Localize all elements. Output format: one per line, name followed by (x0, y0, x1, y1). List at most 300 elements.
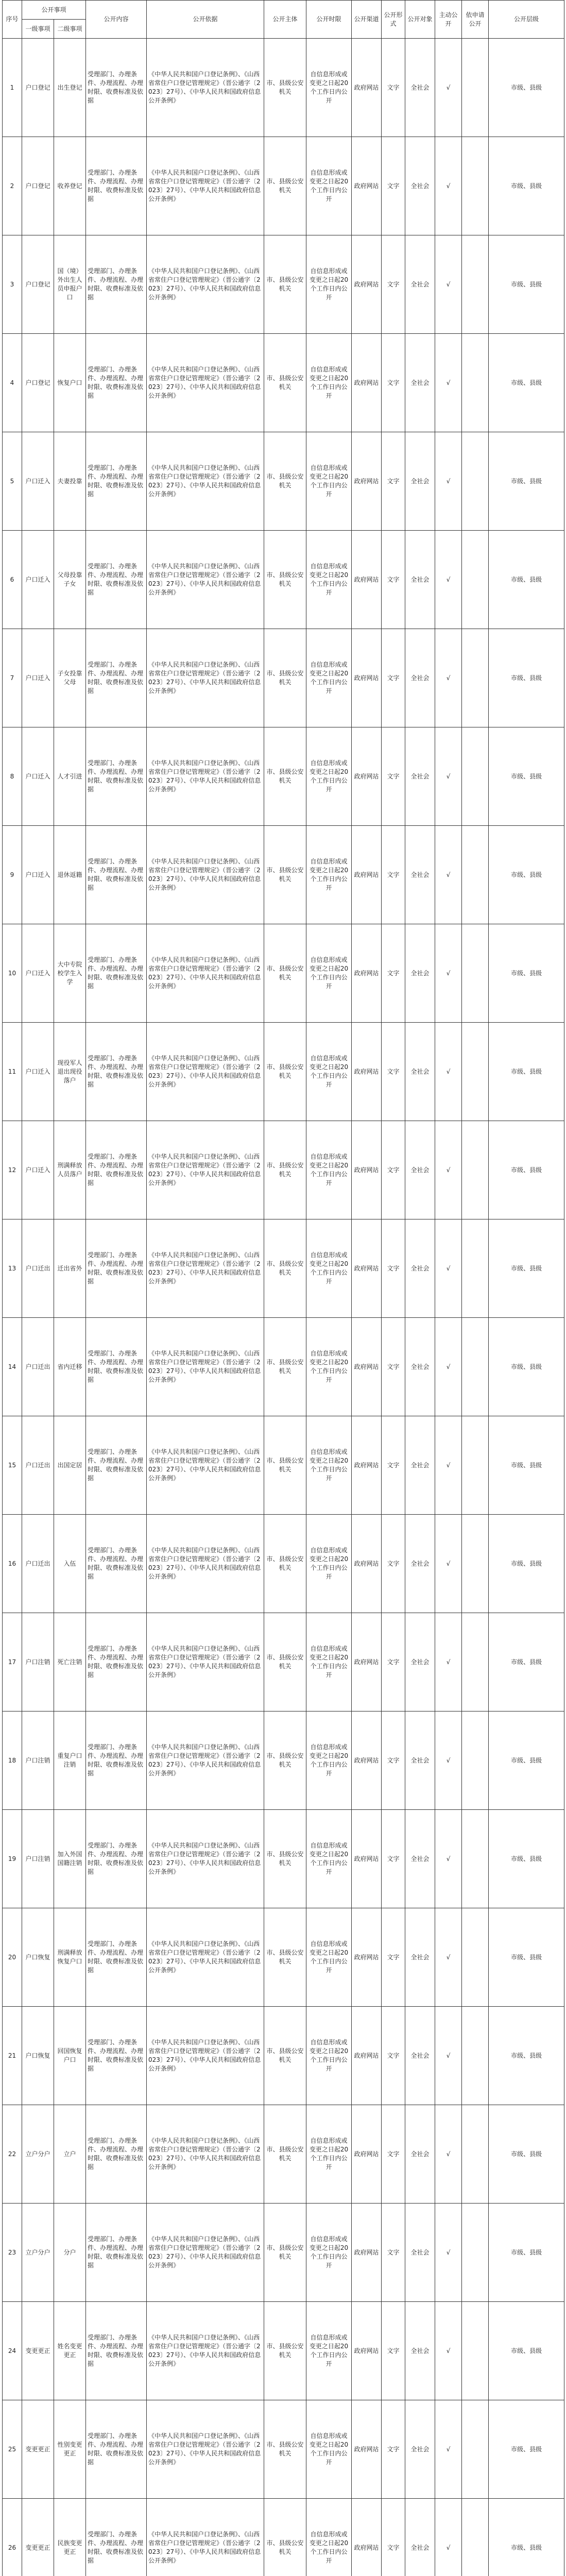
disclosure-form: 文字 (382, 727, 405, 826)
disclosure-scope: 全社会 (405, 1121, 435, 1219)
row-number: 14 (3, 1318, 22, 1416)
on-request-mark (462, 432, 489, 531)
disclosure-level: 市级、县级 (489, 826, 564, 924)
level1-item: 户口迁出 (22, 1416, 54, 1515)
disclosure-subject: 市、县级公安机关 (264, 1711, 306, 1810)
active-disclosure-mark: √ (435, 334, 462, 432)
level2-item: 重复户口注销 (54, 1711, 86, 1810)
row-number: 26 (3, 2499, 22, 2576)
disclosure-scope: 全社会 (405, 629, 435, 727)
disclosure-level: 市级、县级 (489, 2499, 564, 2576)
disclosure-time-limit: 自信息形成或变更之日起20个工作日内公开 (306, 826, 352, 924)
disclosure-channel: 政府网站 (352, 432, 382, 531)
disclosure-content: 受理部门、办理条件、办理流程、办理时限、收费标准及依据 (86, 432, 147, 531)
disclosure-basis: 《中华人民共和国户口登记条例》、《山西省常住户口登记管理规定》（晋公通字〔2023〕27号）、《中华人民共和国政府信息公开条例》 (147, 2302, 264, 2400)
on-request-mark (462, 2105, 489, 2204)
table-row (3, 1121, 564, 1219)
level2-item: 父母投靠子女 (54, 531, 86, 629)
table-row (3, 1416, 564, 1515)
level2-item: 刑满释放恢复户口 (54, 1908, 86, 2007)
disclosure-content: 受理部门、办理条件、办理流程、办理时限、收费标准及依据 (86, 727, 147, 826)
active-disclosure-mark: √ (435, 1613, 462, 1711)
disclosure-form: 文字 (382, 1515, 405, 1613)
disclosure-form: 文字 (382, 2499, 405, 2576)
active-disclosure-mark: √ (435, 1515, 462, 1613)
disclosure-subject: 市、县级公安机关 (264, 334, 306, 432)
disclosure-form: 文字 (382, 39, 405, 137)
row-number: 7 (3, 629, 22, 727)
disclosure-form: 文字 (382, 1318, 405, 1416)
disclosure-level: 市级、县级 (489, 1318, 564, 1416)
disclosure-content: 受理部门、办理条件、办理流程、办理时限、收费标准及依据 (86, 137, 147, 235)
disclosure-subject: 市、县级公安机关 (264, 137, 306, 235)
disclosure-subject: 市、县级公安机关 (264, 1515, 306, 1613)
table-row (3, 1711, 564, 1810)
row-number: 1 (3, 39, 22, 137)
header-active: 主动公开 (435, 1, 462, 39)
level2-item: 立户 (54, 2105, 86, 2204)
header-apply: 依申请公开 (462, 1, 489, 39)
level1-item: 变更更正 (22, 2302, 54, 2400)
on-request-mark (462, 2400, 489, 2499)
level2-item: 国（境）外出生人员申报户口 (54, 235, 86, 334)
active-disclosure-mark: √ (435, 2007, 462, 2105)
disclosure-level: 市级、县级 (489, 1515, 564, 1613)
disclosure-basis: 《中华人民共和国户口登记条例》、《山西省常住户口登记管理规定》（晋公通字〔2023〕27号）、《中华人民共和国政府信息公开条例》 (147, 2204, 264, 2302)
disclosure-time-limit: 自信息形成或变更之日起20个工作日内公开 (306, 1810, 352, 1908)
disclosure-form: 文字 (382, 1613, 405, 1711)
disclosure-basis: 《中华人民共和国户口登记条例》、《山西省常住户口登记管理规定》（晋公通字〔2023〕27号）、《中华人民共和国政府信息公开条例》 (147, 1711, 264, 1810)
disclosure-channel: 政府网站 (352, 2302, 382, 2400)
row-number: 2 (3, 137, 22, 235)
disclosure-subject: 市、县级公安机关 (264, 1023, 306, 1121)
level2-item: 回国恢复户口 (54, 2007, 86, 2105)
disclosure-content: 受理部门、办理条件、办理流程、办理时限、收费标准及依据 (86, 334, 147, 432)
row-number: 23 (3, 2204, 22, 2302)
disclosure-content: 受理部门、办理条件、办理流程、办理时限、收费标准及依据 (86, 531, 147, 629)
header-level1: 一级事项 (22, 20, 54, 39)
disclosure-subject: 市、县级公安机关 (264, 531, 306, 629)
disclosure-channel: 政府网站 (352, 1416, 382, 1515)
disclosure-subject: 市、县级公安机关 (264, 1121, 306, 1219)
disclosure-subject: 市、县级公安机关 (264, 727, 306, 826)
disclosure-content: 受理部门、办理条件、办理流程、办理时限、收费标准及依据 (86, 924, 147, 1023)
disclosure-time-limit: 自信息形成或变更之日起20个工作日内公开 (306, 1515, 352, 1613)
disclosure-level: 市级、县级 (489, 334, 564, 432)
disclosure-form: 文字 (382, 2302, 405, 2400)
disclosure-level: 市级、县级 (489, 1023, 564, 1121)
disclosure-scope: 全社会 (405, 1613, 435, 1711)
disclosure-basis: 《中华人民共和国户口登记条例》、《山西省常住户口登记管理规定》（晋公通字〔2023〕27号）、《中华人民共和国政府信息公开条例》 (147, 727, 264, 826)
row-number: 10 (3, 924, 22, 1023)
disclosure-level: 市级、县级 (489, 2204, 564, 2302)
on-request-mark (462, 727, 489, 826)
table-row (3, 826, 564, 924)
on-request-mark (462, 334, 489, 432)
row-number: 24 (3, 2302, 22, 2400)
level2-item: 现役军人退出现役落户 (54, 1023, 86, 1121)
level2-item: 人才引进 (54, 727, 86, 826)
disclosure-channel: 政府网站 (352, 826, 382, 924)
disclosure-channel: 政府网站 (352, 1810, 382, 1908)
active-disclosure-mark: √ (435, 39, 462, 137)
disclosure-content: 受理部门、办理条件、办理流程、办理时限、收费标准及依据 (86, 629, 147, 727)
active-disclosure-mark: √ (435, 1219, 462, 1318)
disclosure-channel: 政府网站 (352, 2007, 382, 2105)
active-disclosure-mark: √ (435, 1023, 462, 1121)
on-request-mark (462, 2499, 489, 2576)
disclosure-time-limit: 自信息形成或变更之日起20个工作日内公开 (306, 235, 352, 334)
disclosure-scope: 全社会 (405, 137, 435, 235)
table-row (3, 1908, 564, 2007)
disclosure-form: 文字 (382, 1810, 405, 1908)
table-row (3, 235, 564, 334)
disclosure-channel: 政府网站 (352, 1908, 382, 2007)
header-items-group: 公开事项 (22, 1, 86, 20)
disclosure-time-limit: 自信息形成或变更之日起20个工作日内公开 (306, 1908, 352, 2007)
level2-item: 出生登记 (54, 39, 86, 137)
disclosure-time-limit: 自信息形成或变更之日起20个工作日内公开 (306, 1318, 352, 1416)
disclosure-level: 市级、县级 (489, 924, 564, 1023)
disclosure-content: 受理部门、办理条件、办理流程、办理时限、收费标准及依据 (86, 1515, 147, 1613)
header-seq: 序号 (3, 1, 22, 39)
disclosure-time-limit: 自信息形成或变更之日起20个工作日内公开 (306, 1416, 352, 1515)
disclosure-time-limit: 自信息形成或变更之日起20个工作日内公开 (306, 1121, 352, 1219)
on-request-mark (462, 629, 489, 727)
disclosure-subject: 市、县级公安机关 (264, 826, 306, 924)
level2-item: 死亡注销 (54, 1613, 86, 1711)
disclosure-scope: 全社会 (405, 432, 435, 531)
disclosure-level: 市级、县级 (489, 1219, 564, 1318)
disclosure-form: 文字 (382, 2007, 405, 2105)
disclosure-channel: 政府网站 (352, 531, 382, 629)
disclosure-channel: 政府网站 (352, 1515, 382, 1613)
disclosure-channel: 政府网站 (352, 629, 382, 727)
table-body (3, 39, 564, 2576)
disclosure-scope: 全社会 (405, 39, 435, 137)
disclosure-time-limit: 自信息形成或变更之日起20个工作日内公开 (306, 531, 352, 629)
table-header-row (3, 1, 564, 20)
header-scope: 公开对象 (405, 1, 435, 39)
disclosure-subject: 市、县级公安机关 (264, 1416, 306, 1515)
disclosure-time-limit: 自信息形成或变更之日起20个工作日内公开 (306, 1219, 352, 1318)
disclosure-channel: 政府网站 (352, 1613, 382, 1711)
table-row (3, 727, 564, 826)
disclosure-subject: 市、县级公安机关 (264, 432, 306, 531)
table-row (3, 2105, 564, 2204)
disclosure-basis: 《中华人民共和国户口登记条例》、《山西省常住户口登记管理规定》（晋公通字〔2023〕27号）、《中华人民共和国政府信息公开条例》 (147, 531, 264, 629)
level2-item: 加入外国国籍注销 (54, 1810, 86, 1908)
disclosure-time-limit: 自信息形成或变更之日起20个工作日内公开 (306, 2499, 352, 2576)
active-disclosure-mark: √ (435, 1121, 462, 1219)
disclosure-basis: 《中华人民共和国户口登记条例》、《山西省常住户口登记管理规定》（晋公通字〔2023〕27号）、《中华人民共和国政府信息公开条例》 (147, 1810, 264, 1908)
disclosure-basis: 《中华人民共和国户口登记条例》、《山西省常住户口登记管理规定》（晋公通字〔2023〕27号）、《中华人民共和国政府信息公开条例》 (147, 1613, 264, 1711)
on-request-mark (462, 1416, 489, 1515)
level2-item: 分户 (54, 2204, 86, 2302)
active-disclosure-mark: √ (435, 2400, 462, 2499)
disclosure-subject: 市、县级公安机关 (264, 235, 306, 334)
disclosure-basis: 《中华人民共和国户口登记条例》、《山西省常住户口登记管理规定》（晋公通字〔2023〕27号）、《中华人民共和国政府信息公开条例》 (147, 2105, 264, 2204)
row-number: 5 (3, 432, 22, 531)
row-number: 9 (3, 826, 22, 924)
active-disclosure-mark: √ (435, 235, 462, 334)
level1-item: 立户分户 (22, 2204, 54, 2302)
on-request-mark (462, 1023, 489, 1121)
disclosure-level: 市级、县级 (489, 432, 564, 531)
disclosure-basis: 《中华人民共和国户口登记条例》、《山西省常住户口登记管理规定》（晋公通字〔2023〕27号）、《中华人民共和国政府信息公开条例》 (147, 39, 264, 137)
disclosure-scope: 全社会 (405, 1023, 435, 1121)
disclosure-channel: 政府网站 (352, 39, 382, 137)
disclosure-scope: 全社会 (405, 2204, 435, 2302)
disclosure-form: 文字 (382, 1219, 405, 1318)
level2-item: 刑满释放人员落户 (54, 1121, 86, 1219)
table-row (3, 1219, 564, 1318)
disclosure-form: 文字 (382, 235, 405, 334)
table-row (3, 2007, 564, 2105)
disclosure-channel: 政府网站 (352, 2499, 382, 2576)
on-request-mark (462, 137, 489, 235)
disclosure-basis: 《中华人民共和国户口登记条例》、《山西省常住户口登记管理规定》（晋公通字〔2023〕27号）、《中华人民共和国政府信息公开条例》 (147, 2007, 264, 2105)
row-number: 11 (3, 1023, 22, 1121)
level1-item: 户口迁入 (22, 1121, 54, 1219)
document-page (2, 0, 564, 2576)
disclosure-channel: 政府网站 (352, 727, 382, 826)
disclosure-scope: 全社会 (405, 2302, 435, 2400)
active-disclosure-mark: √ (435, 1810, 462, 1908)
disclosure-time-limit: 自信息形成或变更之日起20个工作日内公开 (306, 2007, 352, 2105)
disclosure-content: 受理部门、办理条件、办理流程、办理时限、收费标准及依据 (86, 1810, 147, 1908)
table-row (3, 1613, 564, 1711)
header-content: 公开内容 (86, 1, 147, 39)
disclosure-basis: 《中华人民共和国户口登记条例》、《山西省常住户口登记管理规定》（晋公通字〔2023〕27号）、《中华人民共和国政府信息公开条例》 (147, 1908, 264, 2007)
on-request-mark (462, 1908, 489, 2007)
disclosure-subject: 市、县级公安机关 (264, 39, 306, 137)
table-row (3, 432, 564, 531)
on-request-mark (462, 235, 489, 334)
disclosure-content: 受理部门、办理条件、办理流程、办理时限、收费标准及依据 (86, 2105, 147, 2204)
table-row (3, 1515, 564, 1613)
disclosure-content: 受理部门、办理条件、办理流程、办理时限、收费标准及依据 (86, 1711, 147, 1810)
on-request-mark (462, 1219, 489, 1318)
active-disclosure-mark: √ (435, 2105, 462, 2204)
level1-item: 户口迁入 (22, 432, 54, 531)
disclosure-scope: 全社会 (405, 2105, 435, 2204)
disclosure-channel: 政府网站 (352, 924, 382, 1023)
disclosure-time-limit: 自信息形成或变更之日起20个工作日内公开 (306, 1023, 352, 1121)
disclosure-basis: 《中华人民共和国户口登记条例》、《山西省常住户口登记管理规定》（晋公通字〔2023〕27号）、《中华人民共和国政府信息公开条例》 (147, 2400, 264, 2499)
disclosure-scope: 全社会 (405, 1908, 435, 2007)
level1-item: 户口迁出 (22, 1318, 54, 1416)
disclosure-basis: 《中华人民共和国户口登记条例》、《山西省常住户口登记管理规定》（晋公通字〔2023〕27号）、《中华人民共和国政府信息公开条例》 (147, 334, 264, 432)
table-row (3, 531, 564, 629)
active-disclosure-mark: √ (435, 1318, 462, 1416)
disclosure-subject: 市、县级公安机关 (264, 1318, 306, 1416)
level1-item: 户口注销 (22, 1810, 54, 1908)
header-basis: 公开依据 (147, 1, 264, 39)
disclosure-basis: 《中华人民共和国户口登记条例》、《山西省常住户口登记管理规定》（晋公通字〔2023〕27号）、《中华人民共和国政府信息公开条例》 (147, 235, 264, 334)
disclosure-channel: 政府网站 (352, 2204, 382, 2302)
row-number: 17 (3, 1613, 22, 1711)
disclosure-time-limit: 自信息形成或变更之日起20个工作日内公开 (306, 2302, 352, 2400)
level1-item: 户口登记 (22, 137, 54, 235)
active-disclosure-mark: √ (435, 531, 462, 629)
disclosure-form: 文字 (382, 1711, 405, 1810)
on-request-mark (462, 1515, 489, 1613)
row-number: 21 (3, 2007, 22, 2105)
disclosure-scope: 全社会 (405, 826, 435, 924)
disclosure-time-limit: 自信息形成或变更之日起20个工作日内公开 (306, 629, 352, 727)
disclosure-time-limit: 自信息形成或变更之日起20个工作日内公开 (306, 2105, 352, 2204)
table-row (3, 924, 564, 1023)
disclosure-scope: 全社会 (405, 1318, 435, 1416)
table-row (3, 629, 564, 727)
disclosure-level: 市级、县级 (489, 137, 564, 235)
disclosure-scope: 全社会 (405, 1416, 435, 1515)
level2-item: 退休返籍 (54, 826, 86, 924)
disclosure-level: 市级、县级 (489, 2007, 564, 2105)
table-row (3, 1318, 564, 1416)
disclosure-scope: 全社会 (405, 727, 435, 826)
disclosure-time-limit: 自信息形成或变更之日起20个工作日内公开 (306, 727, 352, 826)
header-channel: 公开渠道 (352, 1, 382, 39)
row-number: 19 (3, 1810, 22, 1908)
disclosure-basis: 《中华人民共和国户口登记条例》、《山西省常住户口登记管理规定》（晋公通字〔2023〕27号）、《中华人民共和国政府信息公开条例》 (147, 432, 264, 531)
disclosure-time-limit: 自信息形成或变更之日起20个工作日内公开 (306, 2204, 352, 2302)
row-number: 3 (3, 235, 22, 334)
disclosure-form: 文字 (382, 629, 405, 727)
disclosure-level: 市级、县级 (489, 1121, 564, 1219)
active-disclosure-mark: √ (435, 137, 462, 235)
disclosure-basis: 《中华人民共和国户口登记条例》、《山西省常住户口登记管理规定》（晋公通字〔2023〕27号）、《中华人民共和国政府信息公开条例》 (147, 924, 264, 1023)
table-row (3, 2499, 564, 2576)
disclosure-scope: 全社会 (405, 235, 435, 334)
level1-item: 立户分户 (22, 2105, 54, 2204)
disclosure-scope: 全社会 (405, 1515, 435, 1613)
disclosure-subject: 市、县级公安机关 (264, 1810, 306, 1908)
disclosure-content: 受理部门、办理条件、办理流程、办理时限、收费标准及依据 (86, 1318, 147, 1416)
level1-item: 户口迁出 (22, 1219, 54, 1318)
disclosure-channel: 政府网站 (352, 137, 382, 235)
disclosure-level: 市级、县级 (489, 1908, 564, 2007)
disclosure-subject: 市、县级公安机关 (264, 1613, 306, 1711)
disclosure-subject: 市、县级公安机关 (264, 1908, 306, 2007)
disclosure-form: 文字 (382, 924, 405, 1023)
disclosure-subject: 市、县级公安机关 (264, 629, 306, 727)
disclosure-scope: 全社会 (405, 334, 435, 432)
disclosure-subject: 市、县级公安机关 (264, 924, 306, 1023)
table-row (3, 1023, 564, 1121)
level1-item: 户口注销 (22, 1711, 54, 1810)
level1-item: 变更更正 (22, 2499, 54, 2576)
row-number: 15 (3, 1416, 22, 1515)
disclosure-subject: 市、县级公安机关 (264, 2007, 306, 2105)
level2-item: 省内迁移 (54, 1318, 86, 1416)
row-number: 18 (3, 1711, 22, 1810)
disclosure-level: 市级、县级 (489, 2302, 564, 2400)
active-disclosure-mark: √ (435, 924, 462, 1023)
disclosure-channel: 政府网站 (352, 1023, 382, 1121)
row-number: 16 (3, 1515, 22, 1613)
table-row (3, 2400, 564, 2499)
on-request-mark (462, 2302, 489, 2400)
disclosure-channel: 政府网站 (352, 334, 382, 432)
on-request-mark (462, 1613, 489, 1711)
active-disclosure-mark: √ (435, 2204, 462, 2302)
level1-item: 户口迁入 (22, 531, 54, 629)
level1-item: 户口迁入 (22, 924, 54, 1023)
disclosure-basis: 《中华人民共和国户口登记条例》、《山西省常住户口登记管理规定》（晋公通字〔2023〕27号）、《中华人民共和国政府信息公开条例》 (147, 1318, 264, 1416)
disclosure-form: 文字 (382, 137, 405, 235)
disclosure-channel: 政府网站 (352, 1219, 382, 1318)
disclosure-scope: 全社会 (405, 1219, 435, 1318)
disclosure-form: 文字 (382, 826, 405, 924)
disclosure-level: 市级、县级 (489, 727, 564, 826)
active-disclosure-mark: √ (435, 629, 462, 727)
disclosure-channel: 政府网站 (352, 235, 382, 334)
disclosure-level: 市级、县级 (489, 1613, 564, 1711)
row-number: 13 (3, 1219, 22, 1318)
disclosure-content: 受理部门、办理条件、办理流程、办理时限、收费标准及依据 (86, 1613, 147, 1711)
disclosure-basis: 《中华人民共和国户口登记条例》、《山西省常住户口登记管理规定》（晋公通字〔2023〕27号）、《中华人民共和国政府信息公开条例》 (147, 1219, 264, 1318)
disclosure-content: 受理部门、办理条件、办理流程、办理时限、收费标准及依据 (86, 826, 147, 924)
disclosure-scope: 全社会 (405, 2007, 435, 2105)
disclosure-channel: 政府网站 (352, 2400, 382, 2499)
header-form: 公开形式 (382, 1, 405, 39)
disclosure-subject: 市、县级公安机关 (264, 2105, 306, 2204)
level1-item: 户口登记 (22, 235, 54, 334)
active-disclosure-mark: √ (435, 2302, 462, 2400)
disclosure-level: 市级、县级 (489, 1416, 564, 1515)
disclosure-content: 受理部门、办理条件、办理流程、办理时限、收费标准及依据 (86, 2400, 147, 2499)
level1-item: 户口恢复 (22, 1908, 54, 2007)
on-request-mark (462, 1121, 489, 1219)
on-request-mark (462, 2204, 489, 2302)
active-disclosure-mark: √ (435, 826, 462, 924)
row-number: 20 (3, 1908, 22, 2007)
active-disclosure-mark: √ (435, 727, 462, 826)
row-number: 8 (3, 727, 22, 826)
level1-item: 户口迁入 (22, 1023, 54, 1121)
level2-item: 大中专院校学生入学 (54, 924, 86, 1023)
level2-item: 恢复户口 (54, 334, 86, 432)
level2-item: 出国定居 (54, 1416, 86, 1515)
disclosure-time-limit: 自信息形成或变更之日起20个工作日内公开 (306, 1711, 352, 1810)
disclosure-time-limit: 自信息形成或变更之日起20个工作日内公开 (306, 137, 352, 235)
disclosure-channel: 政府网站 (352, 2105, 382, 2204)
active-disclosure-mark: √ (435, 1908, 462, 2007)
on-request-mark (462, 39, 489, 137)
level2-item: 入伍 (54, 1515, 86, 1613)
header-time: 公开时限 (306, 1, 352, 39)
disclosure-content: 受理部门、办理条件、办理流程、办理时限、收费标准及依据 (86, 235, 147, 334)
level1-item: 户口迁出 (22, 1515, 54, 1613)
disclosure-form: 文字 (382, 531, 405, 629)
disclosure-basis: 《中华人民共和国户口登记条例》、《山西省常住户口登记管理规定》（晋公通字〔2023〕27号）、《中华人民共和国政府信息公开条例》 (147, 1416, 264, 1515)
disclosure-subject: 市、县级公安机关 (264, 2204, 306, 2302)
disclosure-level: 市级、县级 (489, 531, 564, 629)
disclosure-channel: 政府网站 (352, 1711, 382, 1810)
table-row (3, 39, 564, 137)
disclosure-basis: 《中华人民共和国户口登记条例》、《山西省常住户口登记管理规定》（晋公通字〔2023〕27号）、《中华人民共和国政府信息公开条例》 (147, 629, 264, 727)
header-layer: 公开层级 (489, 1, 564, 39)
disclosure-scope: 全社会 (405, 1810, 435, 1908)
row-number: 12 (3, 1121, 22, 1219)
disclosure-scope: 全社会 (405, 1711, 435, 1810)
on-request-mark (462, 1711, 489, 1810)
disclosure-level: 市级、县级 (489, 39, 564, 137)
on-request-mark (462, 2007, 489, 2105)
header-subject: 公开主体 (264, 1, 306, 39)
